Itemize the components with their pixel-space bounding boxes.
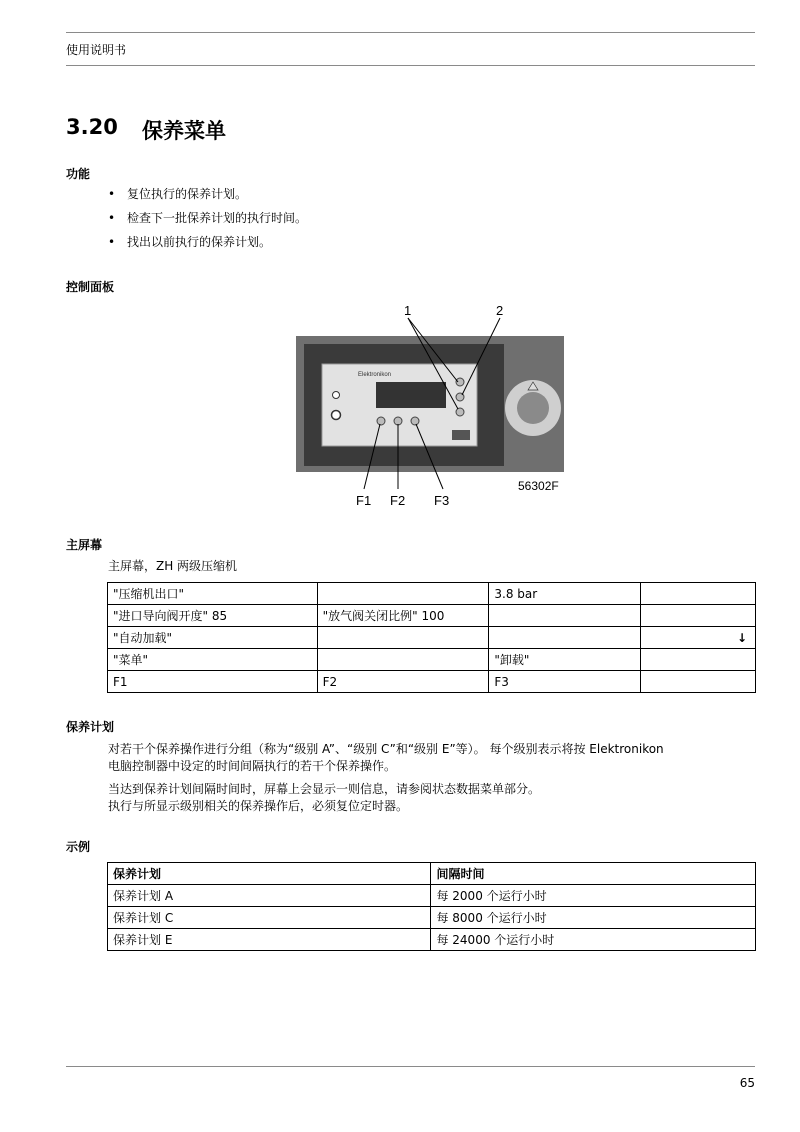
callout-f2: F2 (390, 493, 406, 508)
table-row (108, 583, 756, 605)
section-title: 保养菜单 (142, 119, 226, 143)
main-screen-table (107, 582, 756, 693)
table-cell (641, 583, 756, 605)
footer-rule (66, 1066, 755, 1067)
table-cell: 每 8000 个运行小时 (431, 907, 756, 929)
scroll-down-key[interactable] (456, 408, 464, 416)
header-rule-bottom (66, 65, 755, 66)
plan-paragraph-1-line-2: 电脑控制器中设定的时间间隔执行的若干个保养操作。 (108, 759, 397, 773)
table-row (108, 605, 756, 627)
main-screen-caption: 主屏幕，ZH 两级压缩机 (108, 559, 238, 573)
table-cell: 保养计划 A (108, 885, 431, 907)
plan-paragraph-2 (108, 781, 540, 815)
example-heading: 示例 (66, 840, 91, 854)
example-table (107, 862, 756, 951)
callout-1: 1 (404, 303, 412, 318)
callout-f3: F3 (434, 493, 450, 508)
table-cell: "菜单" (108, 649, 318, 671)
table-cell (317, 649, 489, 671)
scroll-down-arrow-icon: ↓ (641, 627, 756, 649)
f2-key[interactable] (394, 417, 402, 425)
table-cell: "进口导向阀开度" 85 (108, 605, 318, 627)
plan-paragraph-1-line-1: 对若干个保养操作进行分组（称为“级别 A”、“级别 C”和“级别 E”等）。 每个级别表示将按 Elektronikon (108, 742, 664, 756)
table-row (108, 671, 756, 693)
brand-label: Elektronikon (358, 372, 392, 378)
running-header: 使用说明书 (66, 43, 127, 57)
callout-2: 2 (496, 303, 504, 318)
table-header-cell: 保养计划 (108, 863, 431, 885)
table-cell: 每 2000 个运行小时 (431, 885, 756, 907)
table-cell: F3 (489, 671, 641, 693)
plan-paragraph-2-line-2: 执行与所显示级别相关的保养操作后，必须复位定时器。 (108, 799, 409, 813)
main-screen-heading: 主屏幕 (66, 538, 103, 552)
table-cell: F2 (317, 671, 489, 693)
list-item: • 找出以前执行的保养计划。 (108, 233, 307, 257)
plan-paragraph-2-line-1: 当达到保养计划间隔时间时，屏幕上会显示一则信息，请参阅状态数据菜单部分。 (108, 782, 541, 796)
callout-f1: F1 (356, 493, 372, 508)
control-panel-figure (296, 296, 586, 516)
table-row (108, 907, 756, 929)
table-cell: "卸载" (489, 649, 641, 671)
table-row (108, 649, 756, 671)
function-list (108, 185, 307, 257)
plan-heading: 保养计划 (66, 720, 115, 734)
table-cell (317, 583, 489, 605)
table-cell: 保养计划 E (108, 929, 431, 951)
start-button[interactable] (333, 392, 340, 399)
emergency-stop-button[interactable] (517, 392, 549, 424)
list-item: • 检查下一批保养计划的执行时间。 (108, 209, 307, 233)
table-cell (489, 605, 641, 627)
table-cell (489, 627, 641, 649)
table-cell (317, 627, 489, 649)
stop-button[interactable] (332, 411, 341, 420)
table-row (108, 627, 756, 649)
page-number: 65 (739, 1076, 755, 1090)
f3-key[interactable] (411, 417, 419, 425)
table-row (108, 885, 756, 907)
control-panel-heading: 控制面板 (66, 280, 115, 294)
table-header-cell: 间隔时间 (431, 863, 756, 885)
table-cell (641, 671, 756, 693)
f1-key[interactable] (377, 417, 385, 425)
table-header-row (108, 863, 756, 885)
table-cell: 保养计划 C (108, 907, 431, 929)
table-cell: "自动加载" (108, 627, 318, 649)
lcd-display (376, 382, 446, 408)
list-item: • 复位执行的保养计划。 (108, 185, 307, 209)
scroll-up-key[interactable] (456, 378, 464, 386)
figure-code: 56302F (518, 479, 559, 493)
plan-paragraph-1 (108, 741, 664, 775)
section-number: 3.20 (66, 115, 118, 139)
table-row (108, 929, 756, 951)
table-cell (641, 649, 756, 671)
function-heading: 功能 (66, 167, 91, 181)
atlas-logo (452, 430, 470, 440)
table-cell: "压缩机出口" (108, 583, 318, 605)
table-cell: 每 24000 个运行小时 (431, 929, 756, 951)
table-cell: F1 (108, 671, 318, 693)
table-cell (641, 605, 756, 627)
header-rule-top (66, 32, 755, 33)
table-cell: "放气阀关闭比例" 100 (317, 605, 489, 627)
table-cell: 3.8 bar (489, 583, 641, 605)
